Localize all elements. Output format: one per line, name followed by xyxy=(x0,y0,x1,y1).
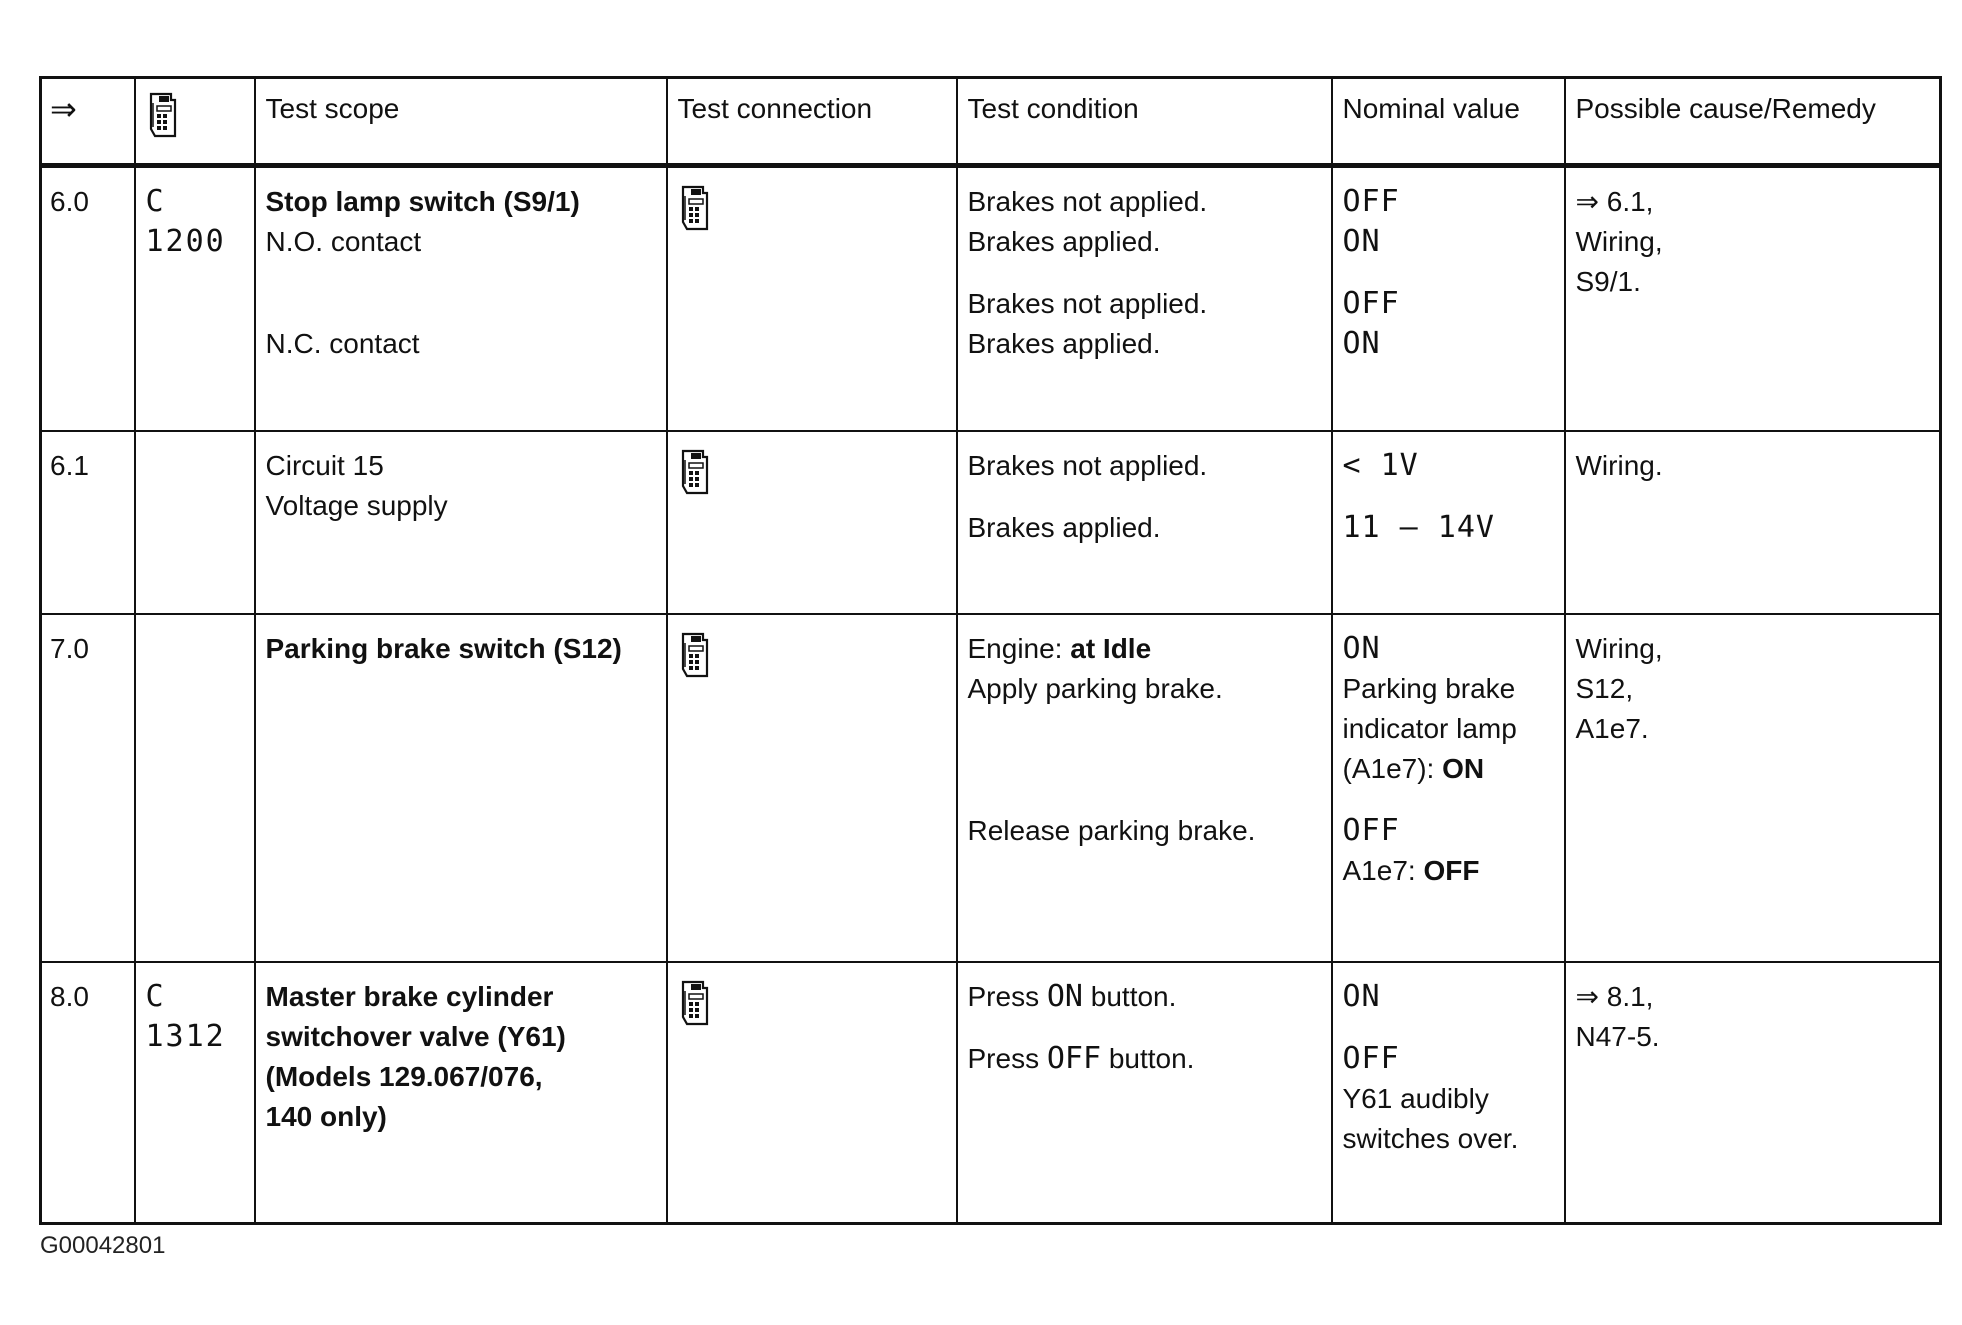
fault-code xyxy=(135,614,255,962)
test-connection xyxy=(667,962,957,1224)
test-condition: Engine: at Idle Apply parking brake. Release parking brake. xyxy=(957,614,1332,962)
table-row xyxy=(41,962,1941,1224)
header-code xyxy=(135,78,255,166)
test-scope: Master brake cylinder switchover valve (Y61) (Models 129.067/076, 140 only) xyxy=(255,962,667,1224)
step-number: 6.0 xyxy=(41,166,135,431)
nominal-value: ON Parking brake indicator lamp (A1e7): ON OFF A1e7: OFF xyxy=(1332,614,1565,962)
test-condition: Press ON button. Press OFF button. xyxy=(957,962,1332,1224)
scope-title: Parking brake switch (S12) xyxy=(265,632,622,664)
scope-line: N.O. contact xyxy=(265,226,422,257)
header-nominal-value: Nominal value xyxy=(1332,78,1565,166)
nominal-value: OFF ON OFF ON xyxy=(1332,166,1565,431)
nominal-value: < 1V 11 – 14V xyxy=(1332,431,1565,614)
test-scope xyxy=(255,166,667,431)
tester-icon xyxy=(678,979,712,1038)
arrow-right-icon: ⇒ xyxy=(50,91,77,127)
figure-id: G00042801 xyxy=(40,1232,166,1259)
tester-icon xyxy=(678,631,712,690)
header-possible-cause: Possible cause/Remedy xyxy=(1565,78,1941,166)
header-test-connection: Test connection xyxy=(667,78,957,166)
fault-code: C 1200 xyxy=(135,166,255,431)
possible-cause: Wiring. xyxy=(1565,431,1941,614)
table-row xyxy=(41,614,1941,962)
tester-icon xyxy=(678,184,712,243)
header-row xyxy=(41,78,1941,166)
possible-cause: Wiring, S12, A1e7. xyxy=(1565,614,1941,962)
on-button-label: ON xyxy=(1046,978,1083,1014)
possible-cause: ⇒ 8.1, N47-5. xyxy=(1565,962,1941,1224)
test-connection xyxy=(667,614,957,962)
off-button-label: OFF xyxy=(1046,1040,1102,1076)
tester-icon xyxy=(678,448,712,507)
step-number: 7.0 xyxy=(41,614,135,962)
possible-cause: ⇒ 6.1, Wiring, S9/1. xyxy=(1565,166,1941,431)
table-row xyxy=(41,166,1941,431)
test-scope: Circuit 15 Voltage supply xyxy=(255,431,667,614)
header-test-condition: Test condition xyxy=(957,78,1332,166)
test-condition: Brakes not applied. Brakes applied. Brakes not applied. Brakes applied. xyxy=(957,166,1332,431)
scope-title: Stop lamp switch (S9/1) xyxy=(265,186,580,217)
fault-code xyxy=(135,431,255,614)
fault-code: C 1312 xyxy=(135,962,255,1224)
header-test-scope: Test scope xyxy=(255,78,667,166)
table-row xyxy=(41,431,1941,614)
scope-line: N.C. contact xyxy=(265,328,420,359)
tester-icon xyxy=(146,91,180,150)
test-scope xyxy=(255,614,667,962)
test-connection xyxy=(667,431,957,614)
header-step xyxy=(41,78,135,166)
nominal-value: ON OFF Y61 audibly switches over. xyxy=(1332,962,1565,1224)
test-connection xyxy=(667,166,957,431)
test-condition: Brakes not applied. Brakes applied. xyxy=(957,431,1332,614)
step-number: 8.0 xyxy=(41,962,135,1224)
diagnosis-table xyxy=(39,76,1942,1225)
step-number: 6.1 xyxy=(41,431,135,614)
